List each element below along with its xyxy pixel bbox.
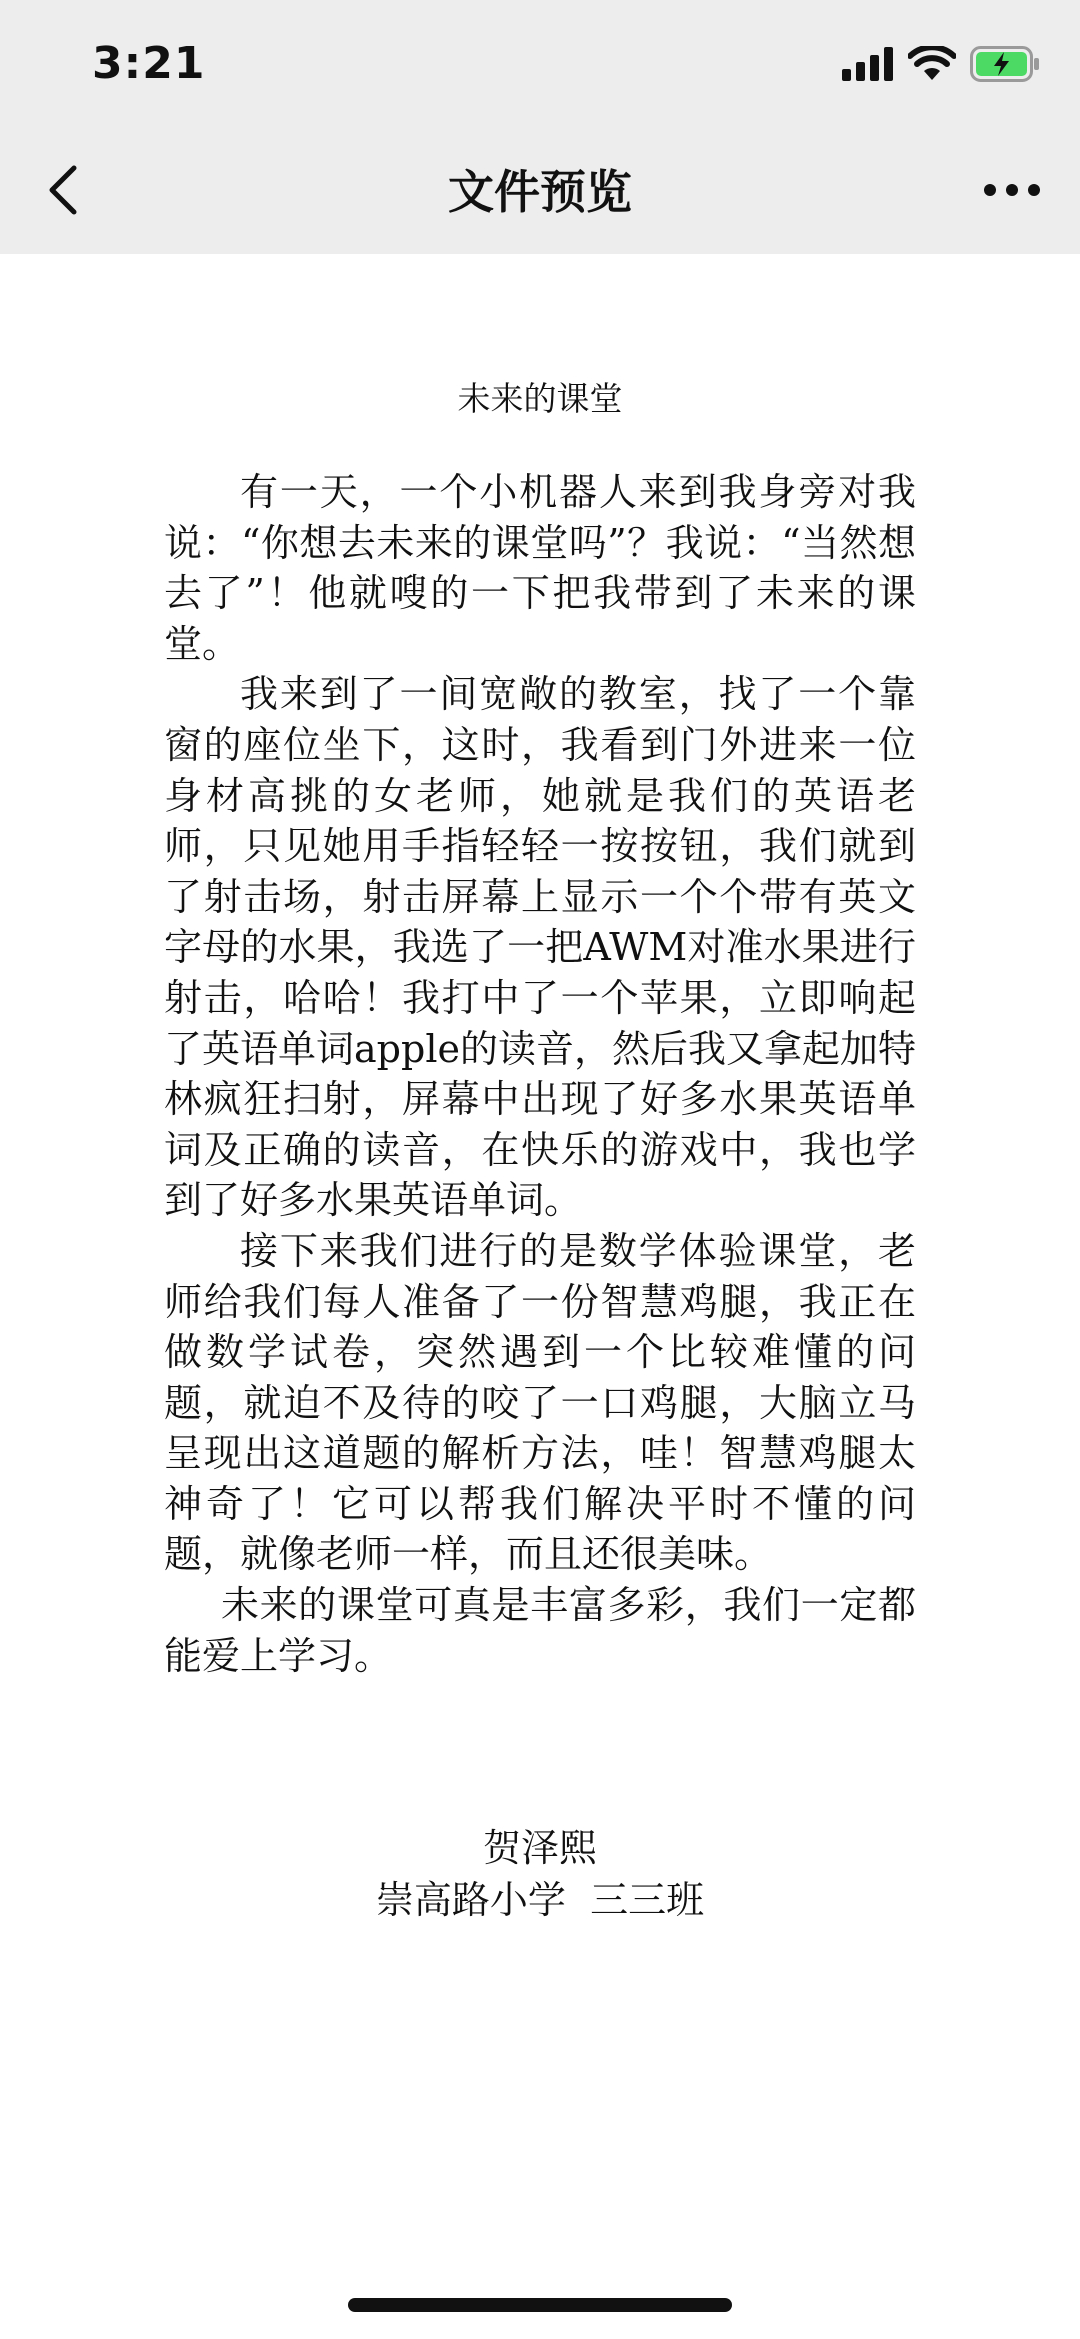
paragraph-3: 接下来我们进行的是数学体验课堂，老师给我们每人准备了一份智慧鸡腿，我正在做数学试卷，突然遇到一个比较难懂的问题，就迫不及待的咬了一口鸡腿，大脑立马呈现出这道题的解析方法，哇！智慧鸡腿太神奇了！它可以帮我们解决平时不懂的问题，就像老师一样，而且还很美味。 [164,1228,916,1577]
status-icons [842,46,1040,86]
home-indicator[interactable] [348,2298,732,2312]
nav-bar [0,130,1080,254]
status-time: 3:21 [92,38,206,89]
paragraph-2: 我来到了一间宽敞的教室，找了一个靠窗的座位坐下，这时，我看到门外进来一位身材高挑的女老师，她就是我们的英语老师，只见她用手指轻轻一按按钮，我们就到了射击场，射击屏幕上显示一个个带有英文字母的水果，我选了一把AWM对准水果进行射击，哈哈！我打中了一个苹果，立即响起了英语单词apple的读音，然后我又拿起加特林疯狂扫射，屏幕中出现了好多水果英语单词及正确的读音，在快乐的游戏中，我也学到了好多水果英语单词。 [164,672,916,1223]
document-preview[interactable] [0,254,1080,2284]
document-body [164,467,916,1681]
battery-charging-icon [970,46,1040,86]
more-options-button[interactable] [972,158,1052,226]
author-name: 贺泽熙 [482,1826,597,1870]
document-title: 未来的课堂 [457,379,623,418]
wifi-icon [908,46,956,86]
school-class: 崇高路小学 三三班 [375,1878,705,1922]
status-bar [0,0,1080,130]
page-title: 文件预览 [448,165,632,219]
more-horizontal-icon [982,182,1042,202]
paragraph-1: 有一天，一个小机器人来到我身旁对我说：“你想去未来的课堂吗”？我说：“当然想去了”！他就嗖的一下把我带到了未来的课堂。 [164,470,916,666]
signature [0,1822,1080,1926]
cellular-signal-icon [842,47,894,85]
paragraph-4: 未来的课堂可真是丰富多彩，我们一定都能爱上学习。 [164,1583,916,1678]
